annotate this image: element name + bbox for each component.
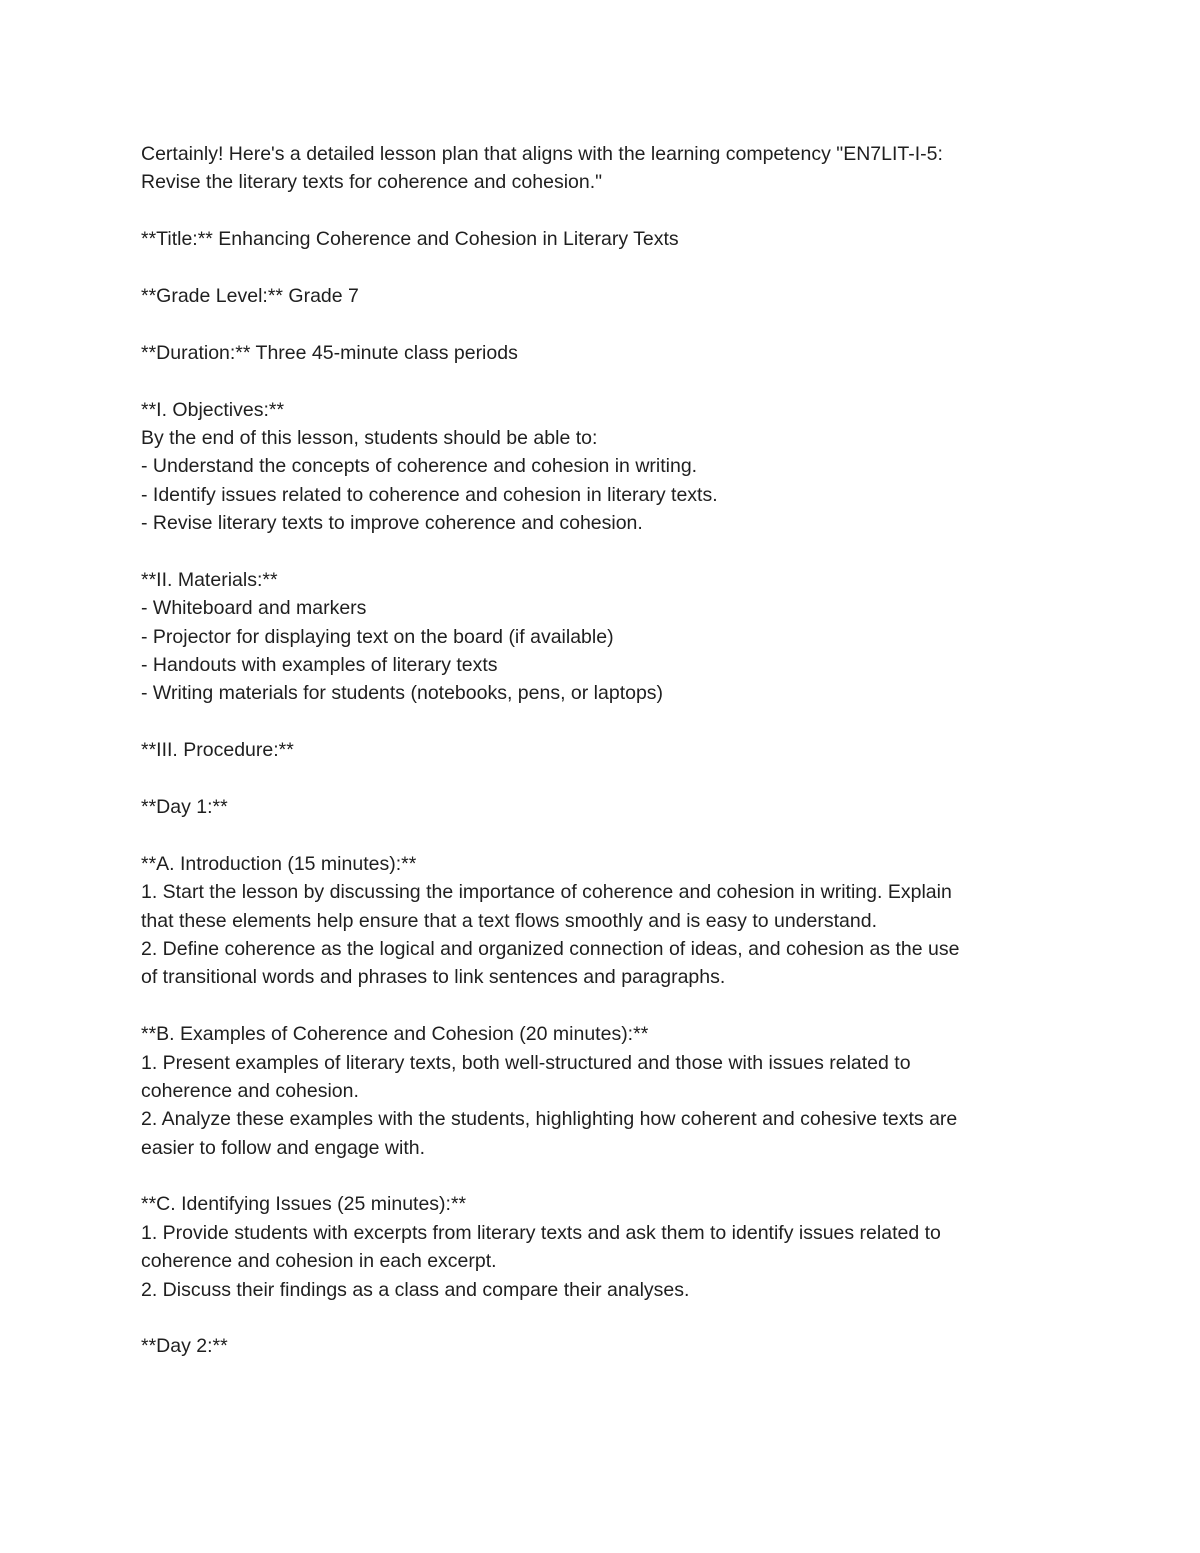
list-item: - Understand the concepts of coherence and cohesion in writing. xyxy=(141,455,698,478)
day-heading: **Day 1:** xyxy=(141,795,228,818)
blank-line xyxy=(141,992,1061,1020)
text-line: of transitional words and phrases to link sentences and paragraphs. xyxy=(141,966,726,989)
text-line: coherence and cohesion in each excerpt. xyxy=(141,1250,497,1273)
blank-line xyxy=(141,537,1061,565)
text-line: By the end of this lesson, students should be able to: xyxy=(141,426,598,449)
text-line: 1. Present examples of literary texts, both well-structured and those with issues related to xyxy=(141,1051,911,1074)
blank-line xyxy=(141,197,1061,225)
grade-level: **Grade Level:** Grade 7 xyxy=(141,284,359,307)
text-line: easier to follow and engage with. xyxy=(141,1136,426,1159)
lesson-title: **Title:** Enhancing Coherence and Cohesion in Literary Texts xyxy=(141,228,679,251)
text-line: 2. Analyze these examples with the students, highlighting how coherent and cohesive texts are xyxy=(141,1108,958,1131)
list-item: - Writing materials for students (notebooks, pens, or laptops) xyxy=(141,682,664,705)
text-line: 1. Provide students with excerpts from literary texts and ask them to identify issues related to xyxy=(141,1221,941,1244)
text-line: coherence and cohesion. xyxy=(141,1079,359,1102)
subsection-heading: **B. Examples of Coherence and Cohesion (20 minutes):** xyxy=(141,1023,649,1046)
blank-line xyxy=(141,254,1061,282)
blank-line xyxy=(141,1304,1061,1332)
list-item: - Projector for displaying text on the board (if available) xyxy=(141,625,614,648)
document-body xyxy=(141,140,1061,1361)
blank-line xyxy=(141,1162,1061,1190)
subsection-heading: **C. Identifying Issues (25 minutes):** xyxy=(141,1193,467,1216)
list-item: - Revise literary texts to improve coherence and cohesion. xyxy=(141,512,643,535)
blank-line xyxy=(141,821,1061,849)
text-line: Revise the literary texts for coherence and cohesion." xyxy=(141,171,603,194)
text-line: 1. Start the lesson by discussing the importance of coherence and cohesion in writing. Explain xyxy=(141,881,952,904)
section-heading-objectives: **I. Objectives:** xyxy=(141,398,285,421)
text-line: that these elements help ensure that a text flows smoothly and is easy to understand. xyxy=(141,909,878,932)
blank-line xyxy=(141,708,1061,736)
list-item: - Handouts with examples of literary texts xyxy=(141,654,498,677)
day-heading: **Day 2:** xyxy=(141,1335,228,1358)
list-item: - Identify issues related to coherence and cohesion in literary texts. xyxy=(141,483,718,506)
text-line: 2. Define coherence as the logical and organized connection of ideas, and cohesion as the use xyxy=(141,937,960,960)
blank-line xyxy=(141,367,1061,395)
section-heading-procedure: **III. Procedure:** xyxy=(141,739,294,762)
blank-line xyxy=(141,310,1061,338)
blank-line xyxy=(141,765,1061,793)
text-line: 2. Discuss their findings as a class and compare their analyses. xyxy=(141,1278,690,1301)
list-item: - Whiteboard and markers xyxy=(141,597,367,620)
text-line: Certainly! Here's a detailed lesson plan that aligns with the learning competency "EN7LIT-I-5: xyxy=(141,143,943,165)
subsection-heading: **A. Introduction (15 minutes):** xyxy=(141,852,417,875)
duration: **Duration:** Three 45-minute class periods xyxy=(141,341,518,364)
section-heading-materials: **II. Materials:** xyxy=(141,568,278,591)
